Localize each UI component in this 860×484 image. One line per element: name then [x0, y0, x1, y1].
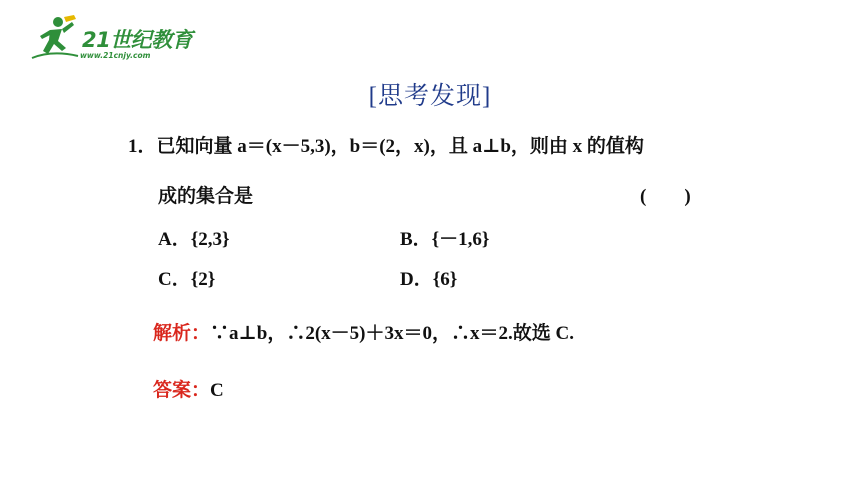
- logo: [28, 14, 198, 64]
- running-man-icon: [28, 14, 80, 62]
- section-title: [思考发现]: [368, 83, 492, 110]
- answer: [153, 375, 224, 402]
- analysis-label: 解析：: [153, 323, 211, 344]
- analysis-text: ∵a⊥b，∴2(x－5)＋3x＝0，∴x＝2.故选 C.: [210, 323, 574, 344]
- option-b: B．{－1,6}: [400, 229, 490, 250]
- question-line-1: 1．已知向量 a＝(x－5,3)，b＝(2，x)，且 a⊥b，则由 x 的值构: [128, 136, 644, 157]
- option-c: C．{2}: [158, 269, 216, 290]
- logo-brand-text: 21世纪教育: [82, 28, 193, 52]
- option-d: D．{6}: [400, 269, 458, 290]
- logo-url-text: www.21cnjy.com: [80, 51, 151, 60]
- analysis: [153, 318, 574, 345]
- option-a: A．{2,3}: [158, 229, 230, 250]
- answer-parentheses: ( ): [640, 186, 691, 207]
- question-line-2: 成的集合是: [158, 186, 254, 207]
- answer-label: 答案：: [153, 380, 211, 401]
- answer-text: C: [210, 380, 224, 401]
